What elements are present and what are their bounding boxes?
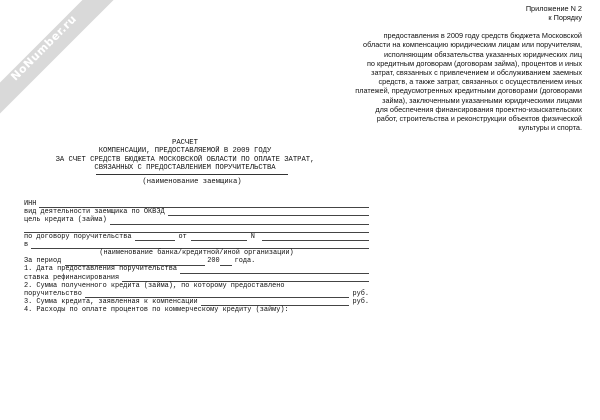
blank-field[interactable] [24,226,369,233]
bank-caption-row [24,249,369,257]
borrower-name-line[interactable] [96,174,288,175]
year-field[interactable] [220,259,232,266]
activity-field[interactable] [168,209,369,216]
in-label: в [24,240,29,249]
appendix-line: предоставления в 2009 году средств бюджета Московской [383,31,582,41]
refinancing-row [24,274,369,282]
item2-row [24,282,369,290]
year-suffix: года. [234,257,256,266]
rub-label: руб. [352,298,369,307]
appendix-subtitle: к Порядку [548,12,582,22]
appendix-header [330,5,582,132]
item4-label: 4. Расходы по оплате процентов по коммерческому кредиту (займу): [24,306,289,315]
contract-date-field[interactable] [191,234,247,241]
watermark: NoNumber.ru [0,0,115,119]
rub-label: руб. [352,290,369,299]
refinancing-field[interactable] [122,275,369,282]
item3-label: 3. Сумма кредита, заявленная к компенсации [24,298,198,307]
activity-label: вид деятельности заемщика по ОКВЭД [24,208,165,217]
loan-purpose-row [24,216,369,224]
year-prefix: 200 [207,257,220,266]
from-label: от [178,232,187,241]
loan-purpose-field[interactable] [110,218,369,225]
appendix-line: займа), заключенными указанными юридическими лицами [382,95,582,105]
item4-row [24,306,369,314]
period-label: За период [24,257,62,266]
appendix-line: работ, строительства и реконструкции объектов физической [376,114,582,124]
item2-label: 2. Сумма полученного кредита (займа), по которому предоставлено [24,281,285,290]
bank-row [24,241,369,249]
title-line: ЗА СЧЕТ СРЕДСТВ БЮДЖЕТА МОСКОВСКОЙ ОБЛАСТИ ПО ОПЛАТЕ ЗАТРАТ, [55,155,315,164]
title-line: СВЯЗАННЫХ С ПРЕДОСТАВЛЕНИЕМ ПОРУЧИТЕЛЬСТВА [94,164,276,173]
appendix-line: по кредитным договорам (договорам займа), процентов и иных [366,58,582,68]
item1-field[interactable] [180,267,369,274]
item2-cont-row [24,290,369,298]
inn-field[interactable] [39,201,369,208]
appendix-line: платежей, предусмотренных кредитными договорами (договорами [355,86,582,96]
period-row [24,257,369,265]
item1-label: 1. Дата предоставления поручительства [24,265,177,274]
item2-cont-label: поручительство [24,290,82,299]
calculation-form [24,200,369,315]
loan-purpose-label: цель кредита (займа) [24,216,107,225]
appendix-title: Приложение N 2 [525,4,582,13]
period-field[interactable] [65,259,205,266]
title-line: РАСЧЕТ [172,139,198,147]
inn-label: ИНН [24,199,37,208]
document-title [40,139,330,173]
inn-row [24,200,369,208]
appendix-line: культуры и спорта. [518,123,582,133]
appendix-line: области на компенсацию юридическим лицам или поручителям, [363,40,582,50]
appendix-line: для обеспечения финансирования проектно-изыскательских [375,104,582,114]
borrower-name-field [96,174,288,186]
blank-row [24,225,369,233]
guarantee-contract-row [24,233,369,241]
appendix-line: исполняющим обязательства указанных юридических лиц [384,49,582,59]
guarantee-contract-label: по договору поручительства [24,232,132,241]
refinancing-label: ставка рефинансирования [24,273,120,282]
appendix-line: средств, а также затрат, связанных с осуществлением иных [378,77,582,87]
item1-row [24,266,369,274]
contract-field[interactable] [135,234,175,241]
item2-field[interactable] [85,291,350,298]
borrower-caption: (наименование заемщика) [142,178,242,186]
contract-number-field[interactable] [262,234,369,241]
title-line: КОМПЕНСАЦИИ, ПРЕДОСТАВЛЯЕМОЙ В 2009 ГОДУ [98,147,272,156]
appendix-line: затрат, связанных с привлечением и обслуживанием заемных [371,68,582,77]
bank-caption: (наименование банка/кредитной/иной организации) [99,249,294,258]
number-label: N [250,232,255,241]
